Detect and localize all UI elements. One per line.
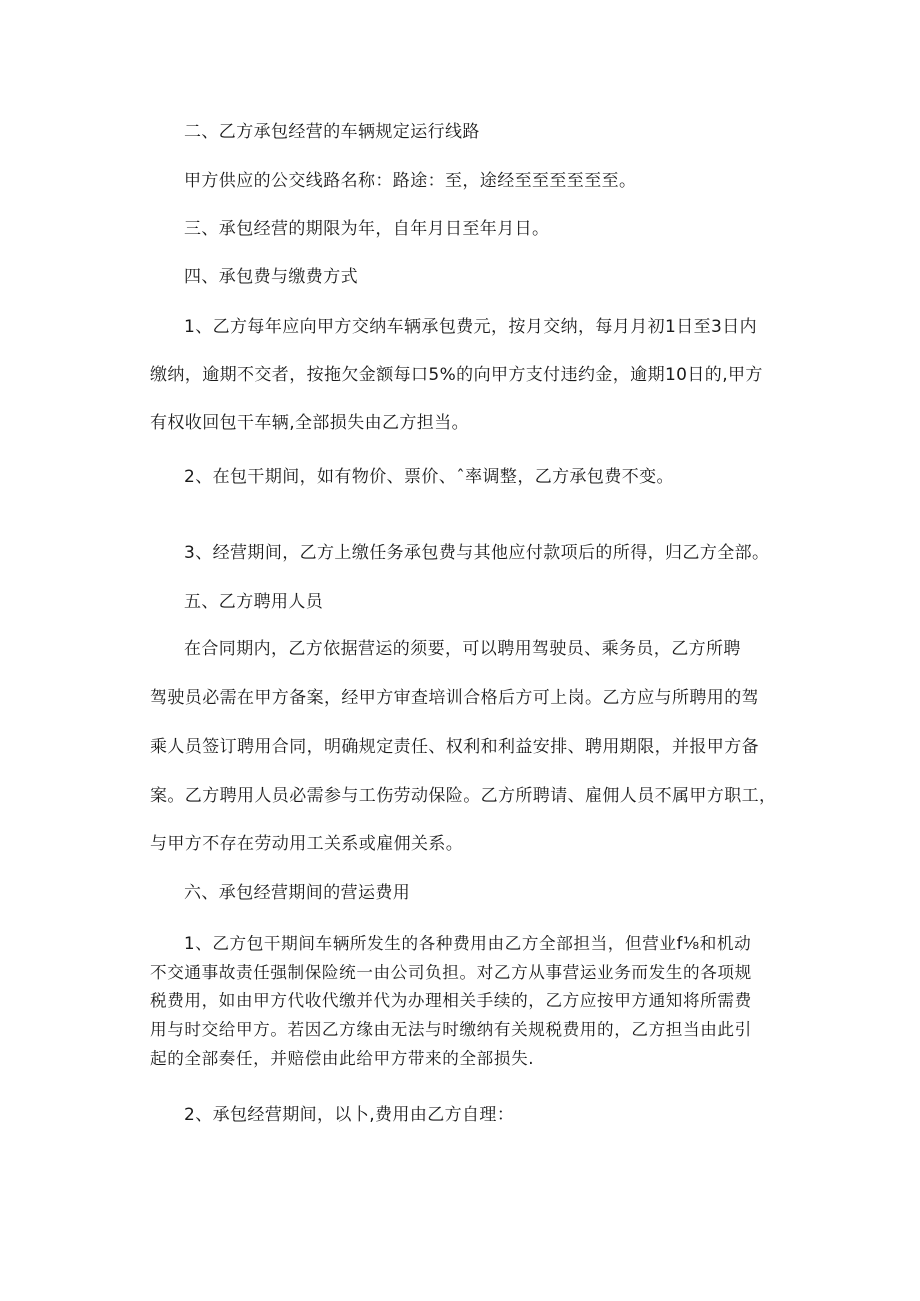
section-heading-5: 五、乙方聘用人员 <box>184 592 324 612</box>
section-heading-3: 三、承包经营的期限为年，自年月日至年月日。 <box>184 219 550 239</box>
paragraph-income: 3、经营期间，乙方上缴任务承包费与其他应付款项后的所得，归乙方全部。 <box>184 543 770 563</box>
paragraph-staff-line-3: 乘人员签订聘用合同，明确规定责任、权利和利益安排、聘用期限，并报甲方备 <box>150 737 759 757</box>
paragraph-costs-line-1: 1、乙方包干期间车辆所发生的各种费用由乙方全部担当，但营业f⅛和机动 <box>184 934 752 953</box>
paragraph-staff-line-5: 与甲方不存在劳动用工关系或雇佣关系。 <box>150 834 464 854</box>
paragraph-route: 甲方供应的公交线路名称：路途：至，途经至至至至至至。 <box>184 171 637 191</box>
paragraph-fee-line-2: 缴纳，逾期不交者，按拖欠金额每口5%的向甲方支付违约金，逾期10日的,甲方 <box>150 365 763 385</box>
paragraph-costs-line-3: 税费用，如由甲方代收代缴并代为办理相关手续的，乙方应按甲方通知将所需费 <box>150 991 752 1010</box>
paragraph-staff-line-4: 案。乙方聘用人员必需参与工伤劳动保险。乙方所聘请、雇佣人员不属甲方职工， <box>150 786 777 806</box>
section-heading-2: 二、乙方承包经营的车辆规定运行线路 <box>184 122 480 142</box>
paragraph-fee-line-3: 有权收回包干车辆,全部损失由乙方担当。 <box>150 413 470 433</box>
section-heading-6: 六、承包经营期间的营运费用 <box>184 883 411 903</box>
paragraph-costs-line-2: 不交通事故责任强制保险统一由公司负担。对乙方从事营运业务而发生的各项规 <box>150 963 752 982</box>
paragraph-staff-line-2: 驾驶员必需在甲方备案，经甲方审查培训合格后方可上岗。乙方应与所聘用的驾 <box>150 688 759 708</box>
paragraph-self-expenses: 2、承包经营期间，以卜,费用由乙方自理： <box>184 1105 515 1125</box>
paragraph-costs-line-5: 起的全部奏任，并赔偿由此给甲方带来的全部损失. <box>150 1049 535 1068</box>
paragraph-costs-line-4: 用与时交给甲方。若因乙方缘由无法与时缴纳有关规税费用的，乙方担当由此引 <box>150 1020 752 1039</box>
paragraph-price-change: 2、在包干期间，如有物价、票价、ˆ率调整，乙方承包费不变。 <box>184 467 674 487</box>
paragraph-fee-line-1: 1、乙方每年应向甲方交纳车辆承包费元，按月交纳，每月月初1日至3日内 <box>184 317 758 337</box>
paragraph-staff-line-1: 在合同期内，乙方依据营运的须要，可以聘用驾驶员、乘务员，乙方所聘 <box>184 639 741 659</box>
section-heading-4: 四、承包费与缴费方式 <box>184 267 358 287</box>
